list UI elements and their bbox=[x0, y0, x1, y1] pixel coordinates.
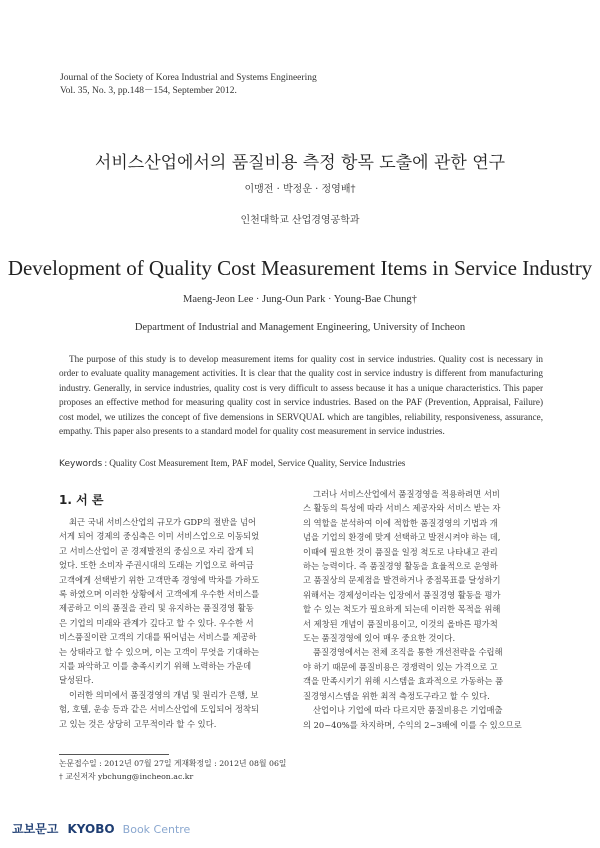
brand-english: KYOBO bbox=[67, 822, 115, 836]
keywords-label: Keywords bbox=[59, 459, 103, 469]
journal-citation: Vol. 35, No. 3, pp.148－154, September 2012. bbox=[60, 86, 237, 96]
body-line: 그러나 서비스산업에서 품질경영을 적용하려면 서비 bbox=[313, 489, 500, 499]
body-line: 산업이나 기업에 따라 다르지만 품질비용은 기업매출 bbox=[313, 705, 503, 716]
abstract-text: The purpose of this study is to develop measurement items for quality cost in service industries. Quality cost is necessary in order to evaluate quality management activities. It is clear that the quality cost in service industry is different from manufacturing industry. Generally, in service industries, quality cost is very difficult to assess because it has a unique characteristics. This paper proposes an effective method for measuring quality cost in service industries. Based on the PAF (Prevention, Appraisal, Failure) cost model, we utilizes the concept of five demensions in SERVQUAL which are tangibles, reliability, responsiveness, assurance, empathy. This paper also presents to a standard model for quality cost measurement in service industries. bbox=[59, 354, 543, 437]
body-line: 념을 기업의 환경에 맞게 선택하고 발전시켜야 하는 데, bbox=[303, 532, 501, 543]
section-heading: 1. 서 론 bbox=[59, 493, 104, 507]
body-line: 제공하고 이의 품질을 관리 및 유지하는 품질경영 활동 bbox=[59, 603, 254, 614]
kyobo-banner bbox=[12, 818, 190, 837]
brand-korean: 교보문고 bbox=[12, 822, 59, 836]
body-line: 의 역할을 분석하여 이에 적합한 품질경영의 기법과 개 bbox=[303, 517, 498, 528]
body-line: 의 20~40%를 차지하며, 수익의 2~3배에 이를 수 있으므로 bbox=[303, 719, 522, 730]
body-line: 최근 국내 서비스산업의 규모가 GDP의 절반을 넘어 bbox=[69, 517, 256, 527]
english-authors: Maeng-Jeon Lee · Jung-Oun Park · Young-Bae Chung† bbox=[183, 294, 417, 305]
keywords bbox=[59, 458, 543, 469]
body-line: 서 제창된 개념이 품질비용이고, 이것의 올바른 평가척 bbox=[303, 618, 498, 629]
body-line: 은 기업의 미래와 관계가 깊다고 할 수 있다. 우수한 서 bbox=[59, 617, 254, 628]
body-line: 비스품질이란 고객의 기대를 뛰어넘는 서비스를 제공하 bbox=[59, 632, 257, 643]
body-line: 질경영시스템을 위한 최적 측정도구라고 할 수 있다. bbox=[303, 690, 490, 701]
footnote-divider bbox=[59, 754, 169, 755]
body-line: 위해서는 경제성이라는 입장에서 품질경영 활동을 평가 bbox=[303, 589, 501, 600]
brand-subtitle: Book Centre bbox=[122, 823, 191, 836]
body-line: 야 하기 때문에 품질비용은 경쟁력이 있는 가격으로 고 bbox=[303, 661, 498, 672]
right-column bbox=[303, 487, 541, 732]
korean-affiliation: 인천대학교 산업경영공학과 bbox=[240, 215, 360, 226]
body-line: 지를 파악하고 이를 충족시키기 위해 노력하는 가운데 bbox=[59, 661, 252, 672]
korean-title: 서비스산업에서의 품질비용 측정 항목 도출에 관한 연구 bbox=[94, 153, 506, 173]
body-line: 는 상태라고 할 수 있으며, 이는 고객이 무엇을 기대하는 bbox=[59, 646, 260, 657]
korean-authors: 이맹전 · 박정운 · 정영배† bbox=[244, 184, 356, 195]
body-line: 고 품질상의 문제점을 발견하거나 중점목표를 달성하기 bbox=[303, 575, 501, 586]
body-line: 이때에 필요한 것이 품질을 일정 척도로 나타내고 관리 bbox=[303, 546, 498, 557]
body-line: 도는 품질경영에 있어 매우 중요한 것이다. bbox=[303, 633, 456, 644]
journal-header bbox=[60, 72, 317, 98]
body-line: 달성된다. bbox=[59, 675, 94, 686]
body-line: 었다. 또한 소비자 주권시대의 도래는 기업으로 하여금 bbox=[59, 560, 254, 571]
body-line: 서게 되어 경제의 중심축은 이미 서비스업으로 이동되었 bbox=[59, 531, 260, 542]
body-line: 하는 능력이다. 즉 품질경영 활동을 효율적으로 운영하 bbox=[303, 561, 498, 572]
body-line: 객을 만족시키기 위해 시스템을 효과적으로 가동하는 품 bbox=[303, 676, 504, 687]
body-line: 할 수 있는 척도가 필요하게 되는데 이러한 목적을 위해 bbox=[303, 604, 501, 615]
keywords-text: : Quality Cost Measurement Item, PAF model, Service Quality, Service Industries bbox=[104, 458, 406, 468]
body-line: 고 있는 것은 상당히 고무적이라 할 수 있다. bbox=[59, 718, 217, 729]
english-title: Development of Quality Cost Measurement Items in Service Industry bbox=[7, 256, 593, 280]
footnote-corresponding-author: † 교신저자 ybchung@incheon.ac.kr bbox=[59, 772, 194, 781]
body-line: 고객에게 선택받기 위한 고객만족 경영에 박차를 가하도 bbox=[59, 574, 260, 585]
journal-name: Journal of the Society of Korea Industrial and Systems Engineering bbox=[60, 73, 317, 83]
left-column bbox=[59, 515, 297, 731]
body-line: 품질경영에서는 전체 조직을 통한 개선전략을 수립해 bbox=[313, 647, 503, 658]
english-affiliation: Department of Industrial and Management Engineering, University of Incheon bbox=[134, 322, 466, 333]
body-line: 록 하였으며 이러한 상황에서 고객에게 우수한 서비스를 bbox=[59, 589, 260, 600]
body-line: 험, 호텔, 운송 등과 같은 서비스산업에 도입되어 정착되 bbox=[59, 704, 260, 715]
abstract bbox=[59, 352, 543, 438]
body-line: 고 서비스산업이 곧 경제발전의 중심으로 자리 잡게 되 bbox=[59, 545, 254, 556]
body-line: 이러한 의미에서 품질경영의 개념 및 원리가 은행, 보 bbox=[69, 689, 259, 700]
footnote-dates: 논문접수일 : 2012년 07월 27일 게재확정일 : 2012년 08월 06일 bbox=[59, 759, 287, 768]
body-line: 스 활동의 특성에 따라 서비스 제공자와 서비스 받는 자 bbox=[303, 503, 501, 514]
